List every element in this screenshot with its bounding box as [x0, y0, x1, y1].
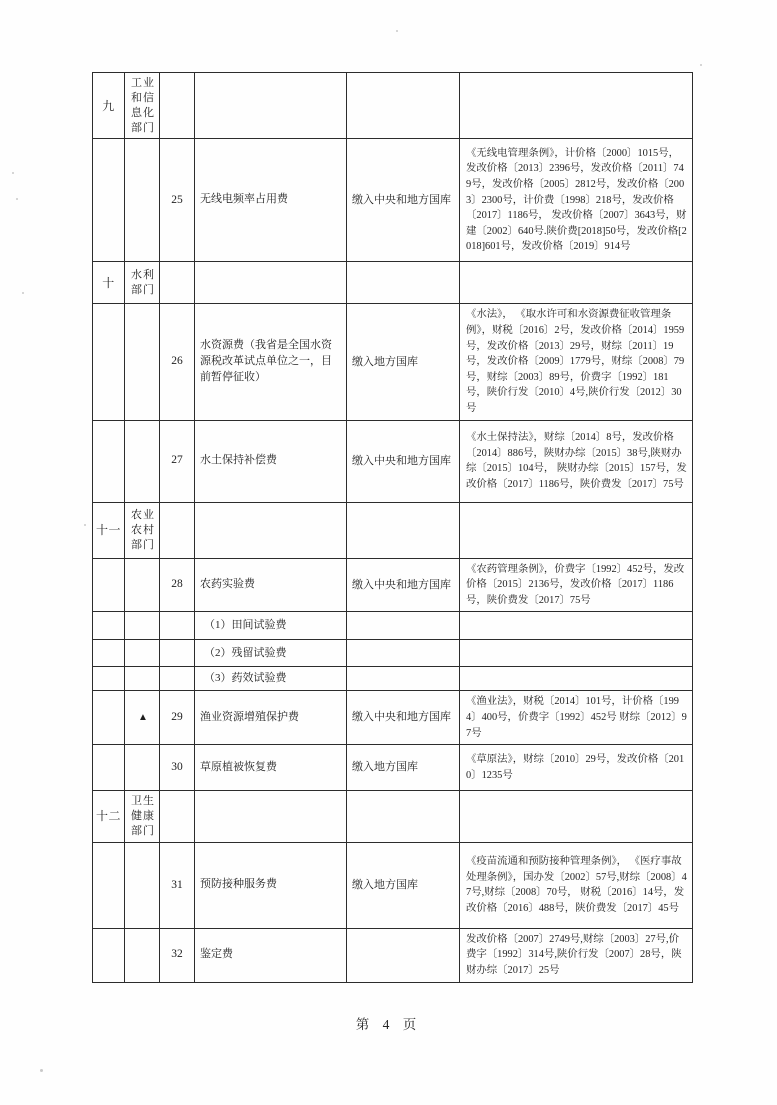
cell-section-number: 十: [93, 262, 125, 304]
cell-legal-basis: [460, 640, 693, 667]
cell-fee-name: 草原植被恢复费: [195, 745, 347, 791]
cell-section-number: [93, 612, 125, 640]
cell-section-number: 十一: [93, 502, 125, 558]
scan-speck: [396, 30, 398, 32]
cell-item-number: 26: [160, 304, 195, 420]
cell-legal-basis: 《无线电管理条例》，计价格〔2000〕1015号， 发改价格〔2013〕2396号，发改价格〔2011〕749号，发改价格〔2005〕2812号，发改价格〔2003〕2300号，计价费〔1998〕218号，发改价格〔2017〕1186号， 发改价格〔2007〕3643号，财建〔2002〕640号.陕价费[2018]50号，发改价格[2018]601号，发改价格〔2019〕914号: [460, 139, 693, 262]
table-row: [93, 745, 693, 791]
cell-legal-basis: 《农药管理条例》，价费字〔1992〕452号，发改价格〔2015〕2136号，发改价格〔2017〕1186号，陕价费发〔2017〕75号: [460, 558, 693, 612]
cell-department: 水利部门: [125, 262, 160, 304]
cell-legal-basis: 《水法》， 《取水许可和水资源费征收管理条例》，财税〔2016〕2号，发改价格〔2014〕1959号，发改价格〔2013〕29号，财综〔2011〕19号，发改价格〔2009〕1779号，财综〔2008〕79号，财综〔2003〕89号，价费字〔1992〕181号，陕价行发〔2010〕4号,陕价行发〔2012〕30号: [460, 304, 693, 420]
cell-section-number: 十二: [93, 791, 125, 843]
cell-fee-name: 无线电频率占用费: [195, 139, 347, 262]
cell-fee-name: 水资源费（我省是全国水资源税改革试点单位之一，目前暂停征收）: [195, 304, 347, 420]
cell-destination: [347, 262, 460, 304]
cell-destination: [347, 791, 460, 843]
cell-destination: [347, 928, 460, 982]
cell-section-number: [93, 420, 125, 502]
table-row: [93, 420, 693, 502]
cell-destination: [347, 640, 460, 667]
cell-fee-name: [195, 73, 347, 139]
cell-department: [125, 304, 160, 420]
cell-department: [125, 612, 160, 640]
table-row: [93, 502, 693, 558]
table-row: [93, 73, 693, 139]
cell-legal-basis: 《草原法》，财综〔2010〕29号，发改价格〔2010〕1235号: [460, 745, 693, 791]
cell-department: [125, 928, 160, 982]
cell-item-number: [160, 667, 195, 691]
cell-item-number: [160, 502, 195, 558]
table-row: [93, 304, 693, 420]
cell-fee-name: （3）药效试验费: [195, 667, 347, 691]
cell-section-number: [93, 691, 125, 745]
cell-section-number: [93, 558, 125, 612]
table-row: [93, 791, 693, 843]
cell-destination: 缴入地方国库: [347, 842, 460, 928]
fee-table-body: [93, 73, 693, 983]
cell-section-number: [93, 667, 125, 691]
cell-department: [125, 745, 160, 791]
cell-department: [125, 139, 160, 262]
cell-destination: 缴入地方国库: [347, 745, 460, 791]
cell-department: 卫生健康部门: [125, 791, 160, 843]
cell-item-number: 30: [160, 745, 195, 791]
cell-legal-basis: 《水土保持法》，财综〔2014〕8号，发改价格〔2014〕886号，陕财办综〔2015〕38号,陕财办综〔2015〕104号， 陕财办综〔2015〕157号，发改价格〔2017〕1186号，陕价费发〔2017〕75号: [460, 420, 693, 502]
table-row: [93, 558, 693, 612]
cell-fee-name: 鉴定费: [195, 928, 347, 982]
cell-section-number: [93, 842, 125, 928]
cell-department: 工业和信息化部门: [125, 73, 160, 139]
cell-section-number: [93, 745, 125, 791]
cell-destination: [347, 502, 460, 558]
cell-item-number: 25: [160, 139, 195, 262]
cell-legal-basis: [460, 667, 693, 691]
scan-speck: [22, 292, 24, 294]
cell-item-number: [160, 791, 195, 843]
cell-fee-name: [195, 791, 347, 843]
scan-speck: [40, 1069, 43, 1072]
cell-destination: [347, 73, 460, 139]
table-row: [93, 612, 693, 640]
cell-destination: [347, 667, 460, 691]
cell-destination: 缴入中央和地方国库: [347, 558, 460, 612]
cell-legal-basis: [460, 791, 693, 843]
cell-legal-basis: 《渔业法》，财税〔2014〕101号，计价格〔1994〕400号，价费字〔1992〕452号 财综〔2012〕97号: [460, 691, 693, 745]
cell-destination: 缴入中央和地方国库: [347, 139, 460, 262]
cell-destination: 缴入中央和地方国库: [347, 420, 460, 502]
table-row: [93, 928, 693, 982]
cell-section-number: [93, 928, 125, 982]
cell-item-number: [160, 640, 195, 667]
cell-fee-name: 水土保持补偿费: [195, 420, 347, 502]
cell-section-number: [93, 304, 125, 420]
cell-destination: 缴入中央和地方国库: [347, 691, 460, 745]
cell-legal-basis: [460, 612, 693, 640]
cell-fee-name: （1）田间试验费: [195, 612, 347, 640]
table-row: [93, 691, 693, 745]
cell-item-number: [160, 262, 195, 304]
cell-department: [125, 420, 160, 502]
cell-fee-name: 农药实验费: [195, 558, 347, 612]
cell-department: [125, 667, 160, 691]
cell-legal-basis: 《疫苗流通和预防接种管理条例》， 《医疗事故处理条例》，国办发〔2002〕57号,财综〔2008〕47号,财综〔2008〕70号， 财税〔2016〕14号，发改价格〔2016〕488号，陕价费发〔2017〕45号: [460, 842, 693, 928]
cell-legal-basis: [460, 73, 693, 139]
cell-department: 农业农村部门: [125, 502, 160, 558]
cell-legal-basis: [460, 502, 693, 558]
cell-destination: 缴入地方国库: [347, 304, 460, 420]
cell-item-number: 31: [160, 842, 195, 928]
cell-destination: [347, 612, 460, 640]
cell-section-number: [93, 139, 125, 262]
cell-section-number: [93, 640, 125, 667]
cell-item-number: [160, 73, 195, 139]
cell-item-number: 27: [160, 420, 195, 502]
table-row: [93, 667, 693, 691]
cell-item-number: 28: [160, 558, 195, 612]
scan-speck: [700, 64, 702, 66]
cell-item-number: 29: [160, 691, 195, 745]
cell-fee-name: 渔业资源增殖保护费: [195, 691, 347, 745]
cell-item-number: [160, 612, 195, 640]
table-row: [93, 139, 693, 262]
table-row: [93, 842, 693, 928]
cell-marker: ▲: [125, 691, 160, 745]
scan-speck: [16, 198, 18, 200]
fee-table: [92, 72, 693, 983]
scan-speck: [84, 524, 86, 526]
cell-department: [125, 640, 160, 667]
table-row: [93, 640, 693, 667]
cell-fee-name: 预防接种服务费: [195, 842, 347, 928]
table-row: [93, 262, 693, 304]
cell-legal-basis: 发改价格〔2007〕2749号,财综〔2003〕27号,价费字〔1992〕314号,陕价行发〔2007〕28号，陕财办综〔2017〕25号: [460, 928, 693, 982]
cell-fee-name: [195, 502, 347, 558]
cell-department: [125, 842, 160, 928]
cell-department: [125, 558, 160, 612]
cell-item-number: 32: [160, 928, 195, 982]
page-footer: 第 4 页: [355, 1017, 422, 1032]
cell-section-number: 九: [93, 73, 125, 139]
cell-legal-basis: [460, 262, 693, 304]
cell-fee-name: [195, 262, 347, 304]
scan-speck: [12, 172, 14, 174]
cell-fee-name: （2）残留试验费: [195, 640, 347, 667]
